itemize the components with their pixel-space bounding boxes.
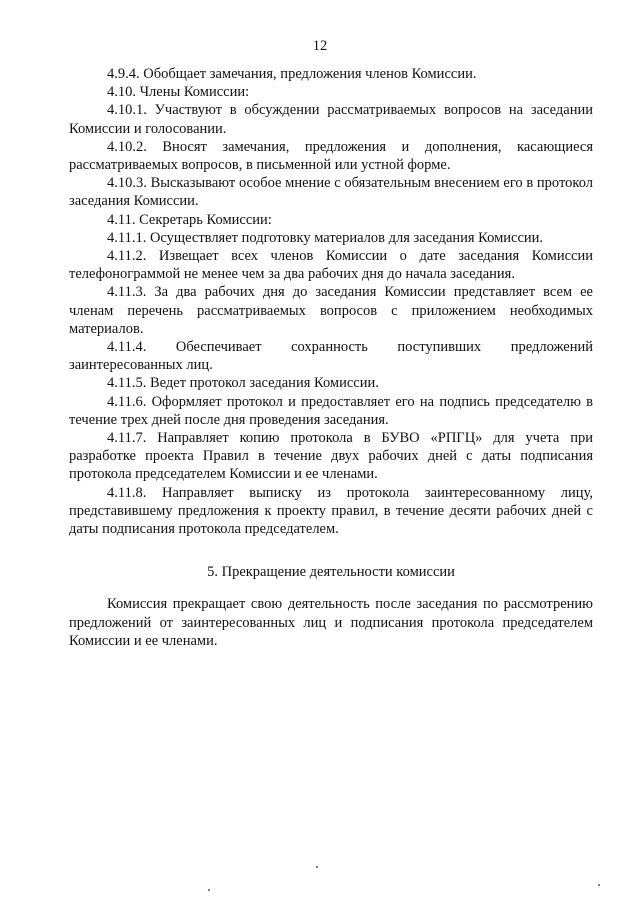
clause-4-10-2: 4.10.2. Вносят замечания, предложения и дополнения, касающиеся рассматриваемых вопросов, в письменной или устной форме. — [69, 138, 593, 174]
clause-4-11-5: 4.11.5. Ведет протокол заседания Комиссии. — [107, 375, 379, 392]
clause-4-11-6: 4.11.6. Оформляет протокол и предоставляет его на подпись председателю в течение трех дней после дня проведения заседания. — [69, 393, 593, 428]
section-5-text: Комиссия прекращает свою деятельность после заседания по рассмотрению предложений от заинтересованных лиц и подписания протокола председателем Комиссии и ее членами. — [69, 596, 593, 649]
clause-4-11-1: 4.11.1. Осуществляет подготовку материалов для заседания Комиссии. — [107, 229, 544, 246]
scan-speck — [208, 889, 210, 891]
document-body — [69, 65, 593, 650]
clause-4-11: 4.11. Секретарь Комиссии: — [107, 211, 272, 228]
clause-4-11-2: 4.11.2. Извещает всех членов Комиссии о дате заседания Комиссии телефонограммой не менее чем за два рабочих дня до начала заседания. — [69, 248, 593, 283]
clause-4-11-8: 4.11.8. Направляет выписку из протокола заинтересованному лицу, представившему предложения к проекту правил, в течение десяти рабочих дней с даты подписания протокола председателем. — [69, 484, 593, 538]
section-5-heading: 5. Прекращение деятельности комиссии — [207, 564, 455, 581]
clause-4-10: 4.10. Члены Комиссии: — [107, 84, 250, 101]
scan-speck — [598, 884, 600, 886]
page-number: 12 — [312, 38, 328, 54]
clause-4-9-4: 4.9.4. Обобщает замечания, предложения членов Комиссии. — [107, 66, 477, 82]
clause-4-11-3: 4.11.3. За два рабочих дня до заседания Комиссии представляет всем ее членам перечень рассматриваемых вопросов с приложением необходимых материалов. — [69, 284, 593, 337]
clause-4-10-3: 4.10.3. Высказывают особое мнение с обязательным внесением его в протокол заседания Комиссии. — [69, 175, 593, 210]
clause-4-11-7: 4.11.7. Направляет копию протокола в БУВО «РПГЦ» для учета при разработке проекта Правил в течение двух рабочих дней с даты подписания протокола председателем Комиссии и ее членами. — [69, 430, 593, 483]
clause-4-10-1: 4.10.1. Участвуют в обсуждении рассматриваемых вопросов на заседании Комиссии и голосовании. — [69, 102, 593, 137]
scan-speck — [316, 866, 318, 868]
clause-4-11-4: 4.11.4. Обеспечивает сохранность поступивших предложений заинтересованных лиц. — [69, 339, 593, 374]
